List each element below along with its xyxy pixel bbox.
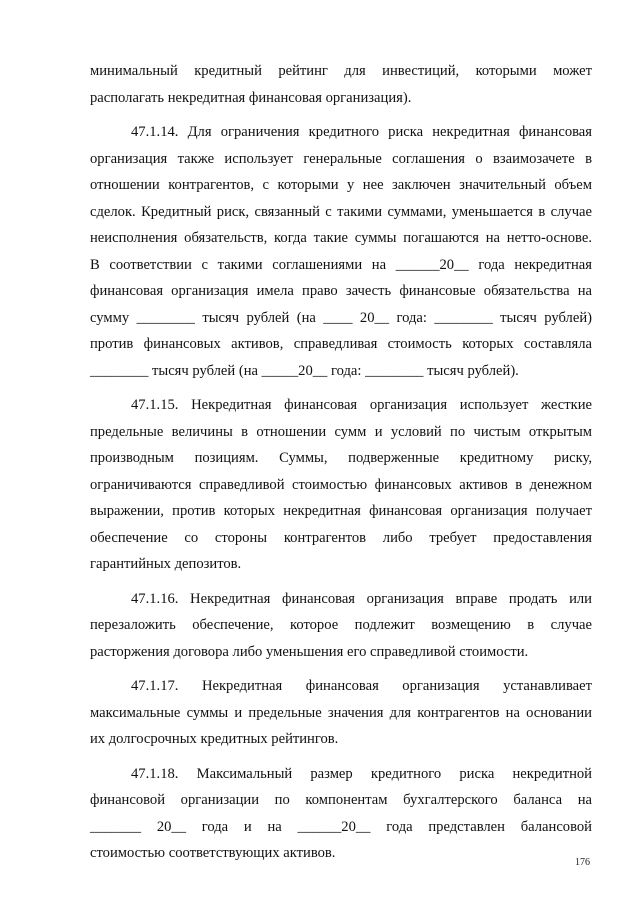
text-line: обеспечение со стороны контрагентов либо требует предоставления — [90, 529, 592, 546]
text-line: ________ тысяч рублей (на _____20__ года: ________ тысяч рублей). — [90, 362, 519, 379]
text-line: 47.1.18. Максимальный размер кредитного риска некредитной — [131, 765, 592, 782]
text-line: 47.1.15. Некредитная финансовая организация использует жесткие — [131, 397, 592, 413]
text-line: располагать некредитная финансовая организация). — [90, 89, 412, 106]
document-page — [90, 58, 592, 875]
text-line: отношении контрагентов, с которыми у нее заключен значительный объем — [90, 177, 592, 193]
text-line: финансовой организации по компонентам бухгалтерского баланса на — [90, 792, 592, 808]
paragraph-47-1-16 — [90, 586, 592, 666]
text-line: 47.1.17. Некредитная финансовая организация устанавливает — [131, 678, 592, 694]
text-line: финансовая организация имела право зачесть финансовые обязательства на — [90, 283, 592, 299]
paragraph-47-1-15 — [90, 392, 592, 578]
text-line: их долгосрочных кредитных рейтингов. — [90, 731, 339, 747]
text-line: выражении, против которых некредитная финансовая организация получает — [90, 503, 592, 519]
text-line: неисполнения обязательств, когда такие суммы погашаются на нетто-основе. — [90, 230, 592, 246]
text-line: максимальные суммы и предельные значения для контрагентов на основании — [90, 704, 592, 721]
text-line: В соответствии с такими соглашениями на ______20__ года некредитная — [90, 256, 592, 273]
text-line: производным позициям. Суммы, подверженные кредитному риску, — [90, 450, 592, 466]
paragraph-47-1-17 — [90, 673, 592, 753]
paragraph-intro — [90, 58, 592, 111]
text-line: перезаложить обеспечение, которое подлежит возмещению в случае — [90, 617, 592, 633]
text-line: сумму ________ тысяч рублей (на ____ 20__ года: ________ тысяч рублей) — [90, 309, 592, 326]
paragraph-47-1-14 — [90, 119, 592, 384]
text-line: 47.1.16. Некредитная финансовая организация вправе продать или — [131, 590, 592, 607]
text-line: минимальный кредитный рейтинг для инвестиций, которыми может — [90, 63, 592, 79]
text-line: ограничиваются справедливой стоимостью финансовых активов в денежном — [90, 476, 592, 493]
text-line: расторжения договора либо уменьшения его справедливой стоимости. — [90, 643, 529, 660]
text-line: предельные величины в отношении сумм и условий по чистым открытым — [90, 423, 592, 440]
text-line: стоимостью соответствующих активов. — [90, 845, 336, 861]
text-line: сделок. Кредитный риск, связанный с такими суммами, уменьшается в случае — [90, 203, 592, 220]
page-number: 176 — [575, 857, 590, 868]
paragraph-47-1-18 — [90, 761, 592, 867]
text-line: гарантийных депозитов. — [90, 556, 242, 572]
text-line: 47.1.14. Для ограничения кредитного риска некредитная финансовая — [131, 124, 592, 140]
text-line: организация также использует генеральные соглашения о взаимозачете в — [90, 150, 592, 167]
text-line: против финансовых активов, справедливая стоимость которых составляла — [90, 336, 592, 352]
text-line: _______ 20__ года и на ______20__ года представлен балансовой — [90, 818, 592, 835]
